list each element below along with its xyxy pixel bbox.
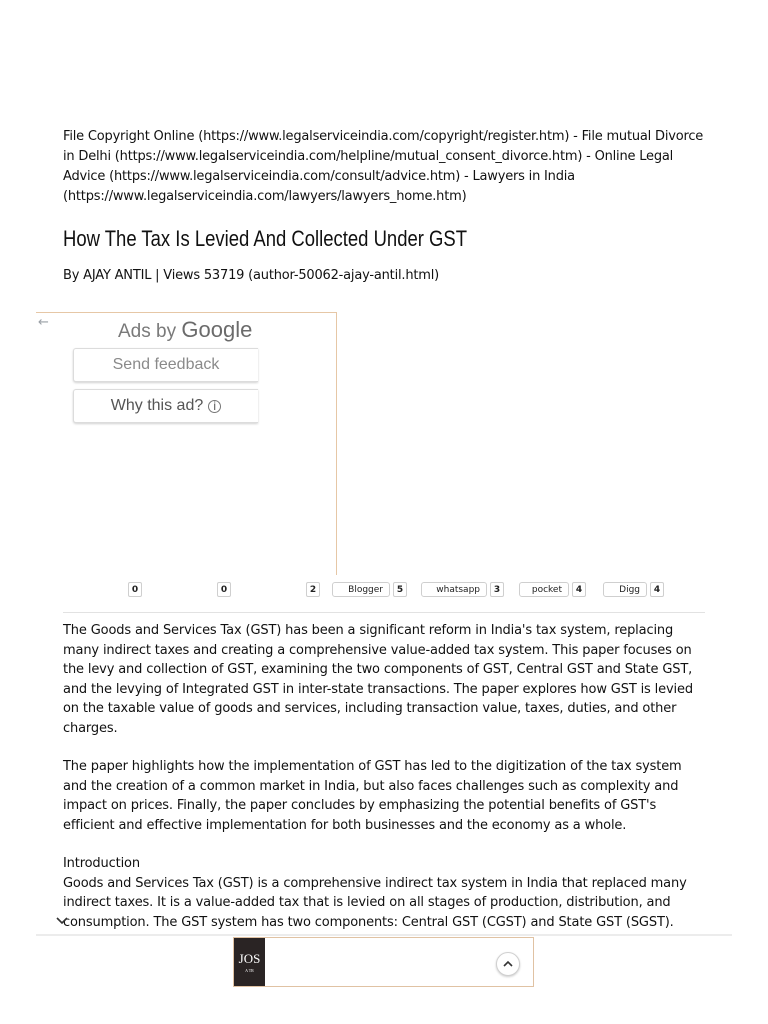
article-paragraph: The Goods and Services Tax (GST) has been a significant reform in India's tax system, replacing many indirect taxes and creating a comprehensive value-added tax system. This paper focuses on the levy and collection of GST, examining the two components of GST, Central GST and State GST, and the levying of Integrated GST in inter-state transactions. The paper explores how GST is levied on the taxable value of goods and services, including transaction value, taxes, duties, and other charges.	[63, 623, 693, 736]
ad-frame	[36, 312, 337, 575]
breadcrumb-link-legal-advice[interactable]: Online Legal Advice (https://www.legalserviceindia.com/consult/advice.htm)	[63, 149, 674, 184]
share-item[interactable]	[128, 582, 142, 597]
send-feedback-button[interactable]: Send feedback	[73, 348, 258, 382]
author-page-link[interactable]: (author-50062-ajay-antil.html)	[244, 268, 440, 283]
ads-by-google-label: Ads by Google	[118, 317, 253, 342]
share-pocket[interactable]	[519, 582, 586, 597]
breadcrumb-separator: -	[460, 169, 473, 184]
article-paragraph: The paper highlights how the implementation of GST has led to the digitization of the tax system and the creation of a common market in India, but also faces challenges such as complexity and impact on prices. Finally, the paper concludes by emphasizing the potential benefits of GST's efficient and effective implementation for both businesses and the economy as a whole.	[63, 759, 682, 833]
back-arrow-icon[interactable]: ←	[38, 315, 49, 330]
share-blogger[interactable]	[332, 582, 407, 597]
share-blogger-button[interactable]: Blogger	[332, 582, 390, 597]
why-this-ad-button[interactable]: Why this ad? i	[73, 389, 258, 423]
share-count: 0	[128, 582, 142, 597]
share-whatsapp[interactable]	[421, 582, 504, 597]
chevron-up-icon	[502, 958, 514, 970]
share-item[interactable]	[306, 582, 320, 597]
share-count: 0	[217, 582, 231, 597]
author-link[interactable]: AJAY ANTIL	[83, 268, 152, 283]
share-pocket-button[interactable]: pocket	[519, 582, 569, 597]
share-digg-button[interactable]: Digg	[603, 582, 647, 597]
divider	[63, 612, 705, 613]
share-count: 2	[306, 582, 320, 597]
article-body	[63, 621, 708, 932]
share-count: 3	[490, 582, 504, 597]
share-whatsapp-button[interactable]: whatsapp	[421, 582, 487, 597]
share-item[interactable]	[217, 582, 231, 597]
breadcrumb-link-divorce[interactable]: File mutual Divorce in Delhi (https://www.legalserviceindia.com/helpline/mutual_consent_divorce.htm)	[63, 129, 704, 164]
breadcrumb-separator: -	[582, 149, 595, 164]
article-paragraph: Goods and Services Tax (GST) is a comprehensive indirect tax system in India that replaced many indirect taxes. It is a value-added tax that is levied on all stages of production, distribution, and consumption. The GST system has two components: Central GST (CGST) and State GST (SGST).	[63, 875, 687, 930]
share-count: 4	[572, 582, 586, 597]
share-digg[interactable]	[603, 582, 664, 597]
page-title: How The Tax Is Levied And Collected Under GST	[63, 226, 468, 251]
chevron-down-icon[interactable]	[55, 914, 69, 928]
share-count: 4	[650, 582, 664, 597]
views-count: 53719	[203, 268, 245, 283]
section-heading-introduction: Introduction	[63, 856, 140, 871]
bottom-ad-separator	[36, 934, 732, 936]
breadcrumb-link-lawyers[interactable]: Lawyers in India (https://www.legalserviceindia.com/lawyers/lawyers_home.htm)	[63, 169, 575, 204]
breadcrumb	[63, 127, 708, 207]
share-count: 5	[393, 582, 407, 597]
byline: By AJAY ANTIL | Views 53719 (author-50062-ajay-antil.html)	[63, 268, 440, 283]
share-bar	[0, 582, 768, 598]
info-icon: i	[208, 400, 221, 413]
bottom-ad-banner[interactable]	[233, 937, 534, 987]
breadcrumb-separator: -	[569, 129, 582, 144]
collapse-ad-button[interactable]	[496, 952, 520, 976]
breadcrumb-link-copyright[interactable]: File Copyright Online (https://www.legalserviceindia.com/copyright/register.htm)	[63, 129, 570, 144]
advertiser-logo[interactable]: JOS A TR	[234, 938, 265, 986]
